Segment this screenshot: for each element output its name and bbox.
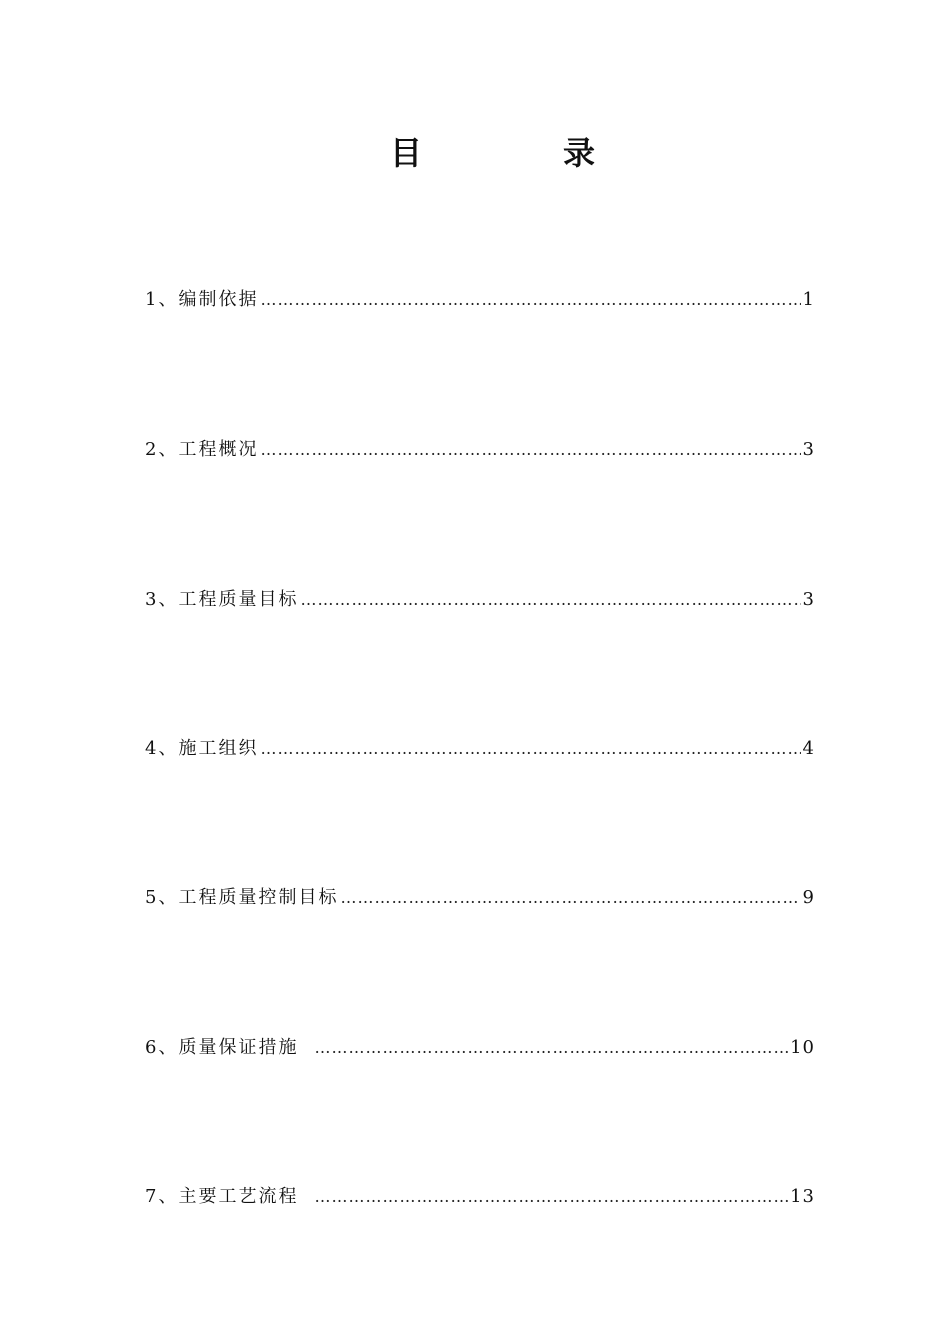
toc-entry-3[interactable] — [145, 586, 815, 614]
toc-entry-text: 质量保证措施 — [178, 1037, 299, 1058]
toc-entry-number: 4、 — [145, 738, 179, 759]
toc-entry-page: 4 — [802, 738, 815, 759]
toc-dot-leader — [260, 286, 800, 314]
toc-entry-page: 1 — [802, 289, 815, 310]
toc-entry-number: 3、 — [145, 589, 179, 610]
toc-dot-leader — [300, 586, 800, 614]
toc-entry-text: 工程质量控制目标 — [178, 887, 339, 908]
title-char-1: 目 — [390, 134, 423, 172]
toc-entry-page: 3 — [802, 439, 815, 460]
toc-entry-page: 3 — [802, 589, 815, 610]
toc-entry-number: 6、 — [145, 1037, 179, 1058]
toc-dot-leader — [314, 1183, 788, 1211]
toc-entry-page: 9 — [802, 887, 815, 908]
toc-dot-leader — [260, 436, 800, 464]
toc-entry-number: 5、 — [145, 887, 179, 908]
toc-dot-leader — [260, 735, 800, 763]
toc-entry-text: 编制依据 — [178, 289, 259, 310]
toc-entry-text: 施工组织 — [178, 738, 259, 759]
toc-dot-leader — [340, 884, 800, 912]
toc-entry-1[interactable] — [145, 286, 815, 314]
toc-entry-number: 1、 — [145, 289, 179, 310]
toc-entry-page: 10 — [790, 1037, 815, 1058]
toc-entry-text: 主要工艺流程 — [178, 1186, 299, 1207]
toc-entry-page: 13 — [790, 1186, 815, 1207]
toc-dot-leader — [314, 1034, 788, 1062]
title-char-2: 录 — [563, 134, 596, 172]
toc-entry-text: 工程质量目标 — [178, 589, 299, 610]
toc-entry-text: 工程概况 — [178, 439, 259, 460]
toc-entry-6[interactable] — [145, 1034, 815, 1062]
toc-entry-number: 7、 — [145, 1186, 179, 1207]
page-title — [0, 128, 950, 178]
toc-entry-5[interactable] — [145, 884, 815, 912]
toc-entry-7[interactable] — [145, 1183, 815, 1211]
toc-entry-4[interactable] — [145, 735, 815, 763]
toc-entry-number: 2、 — [145, 439, 179, 460]
toc-entry-2[interactable] — [145, 436, 815, 464]
